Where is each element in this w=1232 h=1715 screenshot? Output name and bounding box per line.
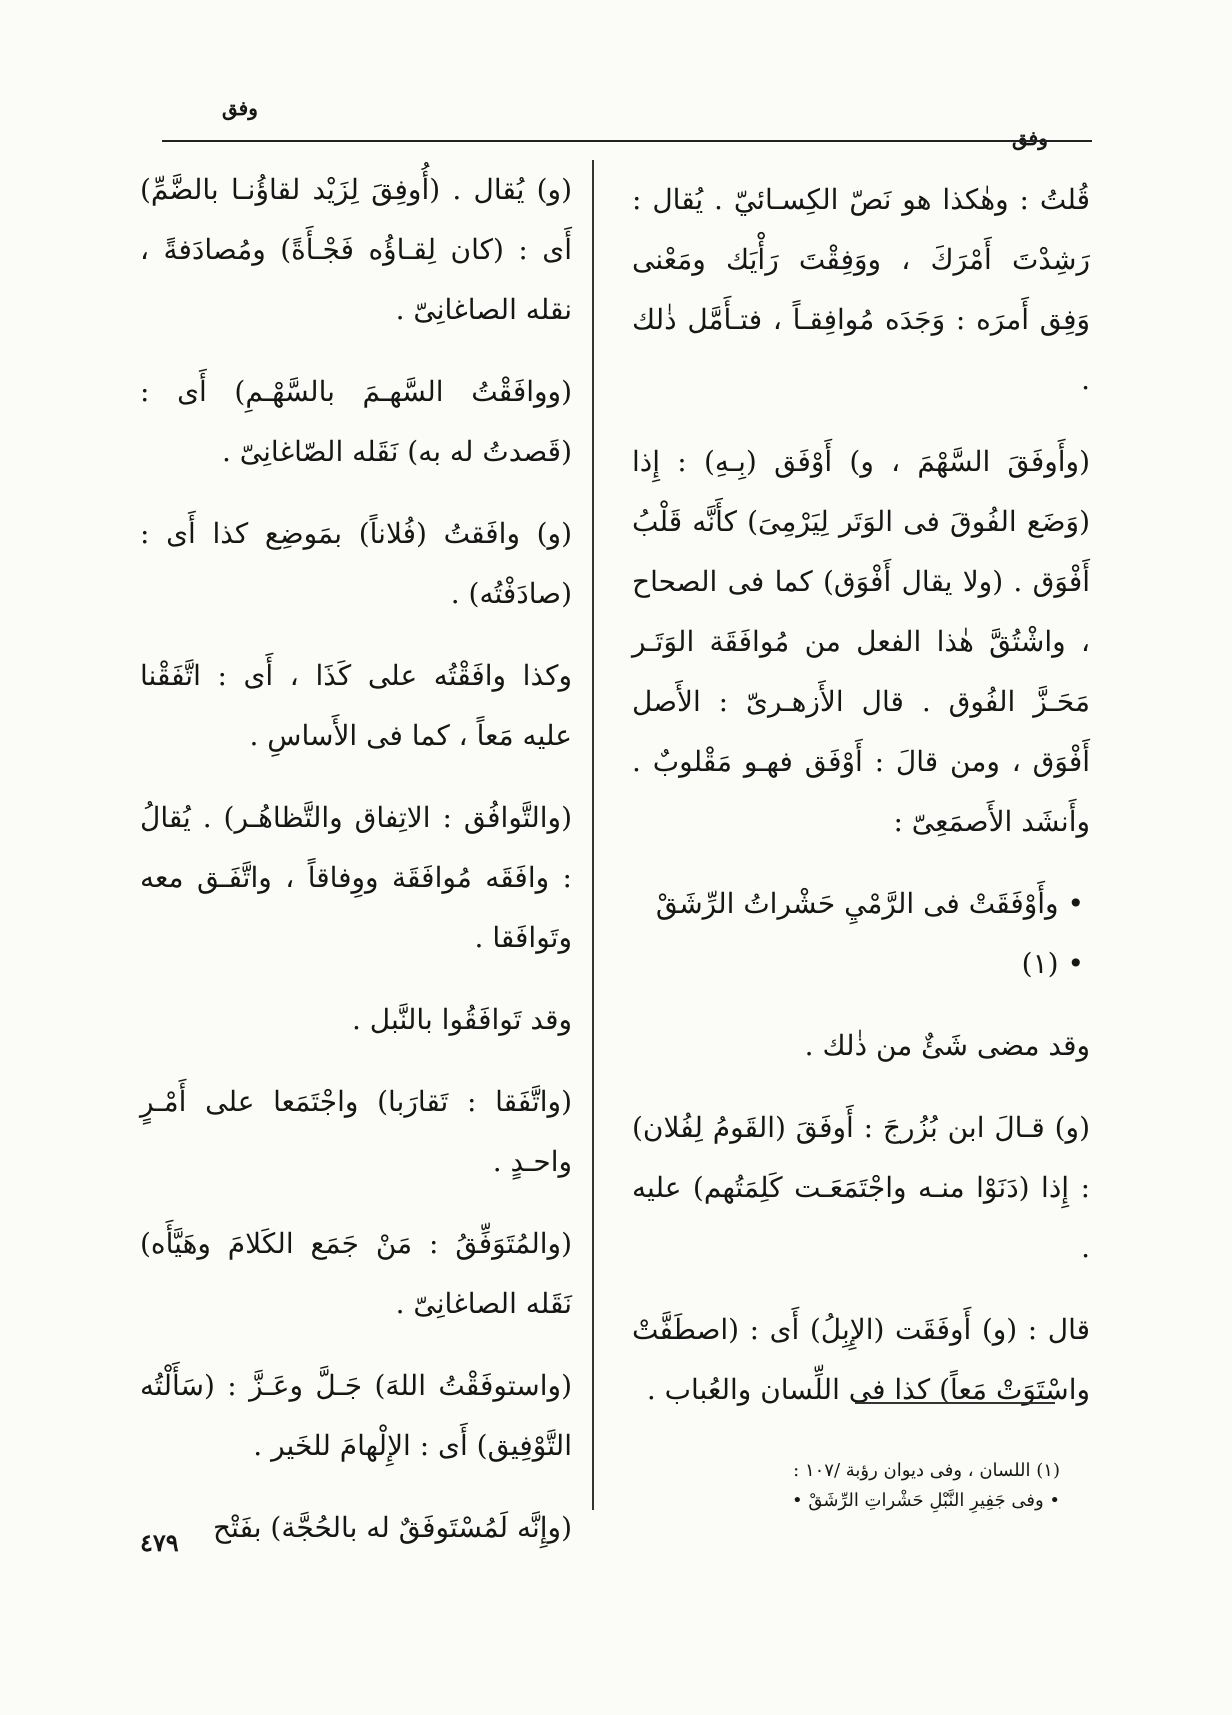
footnote-verse: • وفى جَفِيرِ النَّبْلِ حَشْراتِ الرِّشَقْ • (791, 1490, 1060, 1511)
paragraph: (والمُتَوَفِّقُ : مَنْ جَمَع الكَلامَ وهَيَّأَه) نَقَله الصاغانِىّ . (140, 1227, 572, 1320)
column-divider (592, 160, 594, 1510)
paragraph: (والتَّوافُق : الاتِفاق والتَّظاهُـر) . يُقالُ : وافَقَه مُوافَقَة ووِفاقاً ، واتَّفَـق معه وتَوافَقا . (140, 801, 572, 954)
paragraph: وكذا وافَقْتُه على كَذَا ، أَى : اتَّفَقْنا عليه مَعاً ، كما فى الأَساسِ . (140, 659, 573, 752)
paragraph: وقد مضى شَئٌ من ذٰلك . (804, 1029, 1090, 1062)
left-column (140, 160, 572, 1580)
footnote-line: (١) اللسان ، وفى ديوان رؤبة /١٠٧ : (793, 1460, 1060, 1481)
paragraph: قُلتُ : وهٰكذا هو نَصّ الكِسـائيّ . يُقال : رَشِدْتَ أَمْرَكَ ، ووَفِقْتَ رَأْيَك ومَعْنى وَفِق أَمرَه : وَجَدَه مُوافِقـاً ، فتـأَمَّل ذٰلك . (632, 183, 1090, 396)
paragraph: (واتَّفَقا : تَقارَبا) واجْتَمَعا على أَمْـرٍ واحـدٍ . (140, 1085, 572, 1178)
paragraph: (و) يُقال . (أُوفِقَ لِزَيْد لقاؤُنـا بالضَّمِّ) أَى : (كان لِقـاؤُه فَجْـأَةً) ومُصادَفةً ، نقله الصاغانِىّ . (140, 173, 572, 326)
footnote-rule (855, 1402, 1055, 1404)
header-rule (162, 140, 1092, 142)
paragraph: (و) وافَقتُ (فُلاناً) بمَوضِع كذا أَى : (صادَفْتُه) . (140, 517, 572, 610)
paragraph: (و) قـالَ ابن بُزُرجَ : أَوفَقَ (القَومُ لِفُلان) : إِذا (دَنَوْا منـه واجْتَمَعَـت كَلِمَتُهم) عليه . (632, 1111, 1090, 1264)
page-number: ٤٧٩ (140, 1528, 179, 1557)
running-head-right: وفق (1012, 126, 1048, 150)
footnote (640, 1456, 1060, 1516)
paragraph: وقد تَوافَقُوا بالنَّبل . (352, 1003, 572, 1036)
paragraph: (ووافَقْتُ السَّهـمَ بالسَّهْـمِ) أَى : (قَصدتُ له به) نَقَله الصّاغانِىّ . (140, 375, 572, 468)
right-column (632, 170, 1090, 1442)
paragraph: (وإِنَّه لَمُسْتَوفَقٌ له بالحُجَّة) بفَتْح (213, 1511, 572, 1544)
paragraph: (واستوفَقْتُ اللهَ) جَـلَّ وعَـزَّ : (سَأَلْتُه التَّوْفِيق) أَى : الإِلْهامَ للخَير . (140, 1369, 572, 1462)
running-head-left: وفق (222, 96, 258, 120)
paragraph: قال : (و) أَوفَقَت (الإِبِلُ) أَى : (اصطَفَّتْ واسْتَوَتْ مَعاً) كذا فى اللِّسان والعُباب . (632, 1313, 1090, 1406)
verse-line: • وأَوْفَقَتْ فى الرَّمْيِ حَشْراتُ الرِّشَقْ • (١) (655, 887, 1084, 980)
paragraph: (وأَوفَقَ السَّهْمَ ، و) أَوْفَق (بِـهِ) : إِذا (وَضَع الفُوقَ فى الوَتَر لِيَرْمِىَ) كأَنَّه قَلْبُ أَفْوَق . (ولا يقال أَفْوَق) كما فى الصحاح ، واشْتُقَّ هٰذا الفعل من مُوافَقَة الوَتَـر مَحَـزَّ الفُوق . قال الأَزهـرىّ : الأَصل أَفْوَق ، ومن قالَ : أَوْفَق فهـو مَقْلوبٌ . وأَنشَد الأَصمَعِىّ : (632, 445, 1090, 838)
